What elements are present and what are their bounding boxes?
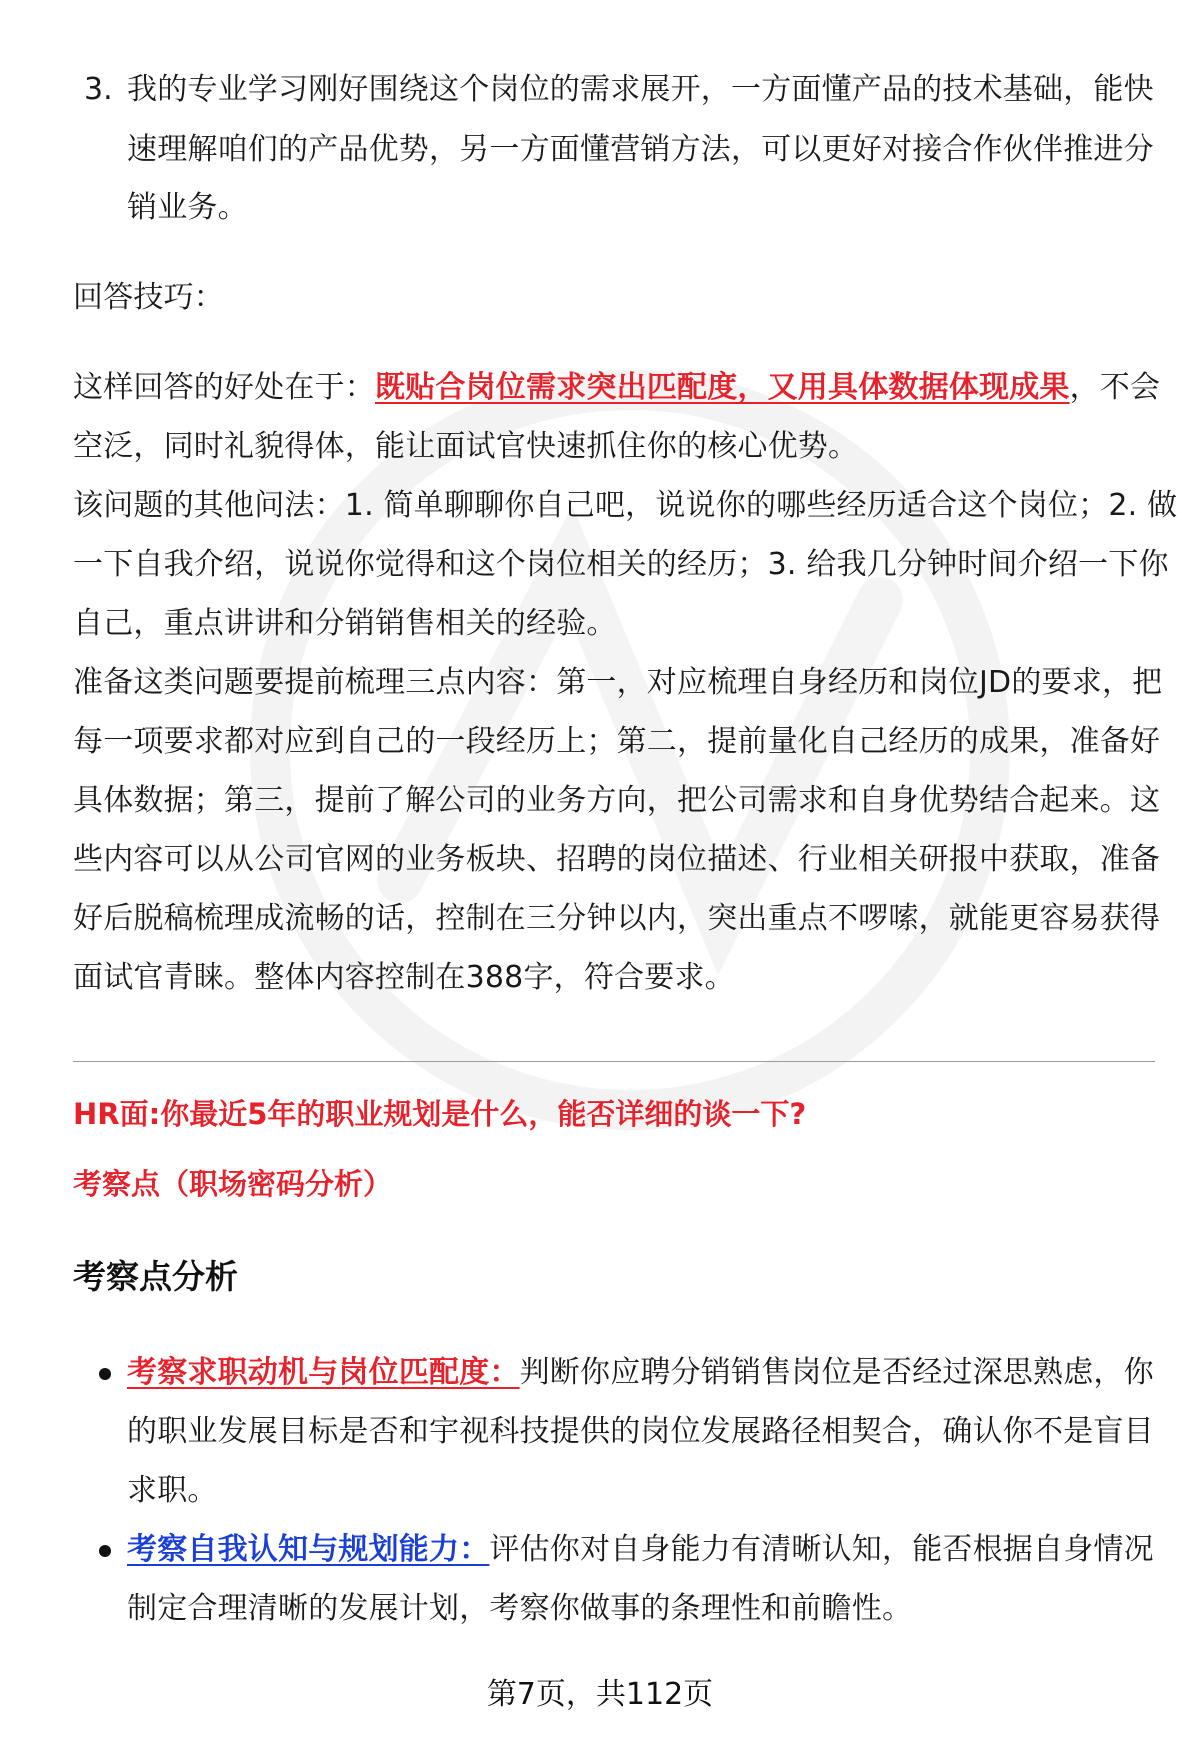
- prepare-line6: 面试官青睐。整体内容控制在388字，符合要求。: [73, 960, 735, 995]
- bullet2-line2: 制定合理清晰的发展计划，考察你做事的条理性和前瞻性。: [127, 1591, 913, 1626]
- bullet2-line1: [127, 1530, 1154, 1570]
- section-divider: [73, 1061, 1155, 1062]
- prepare-line5: 好后脱稿梳理成流畅的话，控制在三分钟以内，突出重点不啰嗦，就能更容易获得: [73, 901, 1161, 936]
- prepare-line3: 具体数据；第三，提前了解公司的业务方向，把公司需求和自身优势结合起来。这: [73, 783, 1161, 818]
- other-asks-line2: 一下自我介绍，说说你觉得和这个岗位相关的经历；3. 给我几分钟时间介绍一下你: [73, 547, 1169, 582]
- bullet1-highlight: 考察求职动机与岗位匹配度：: [127, 1355, 520, 1390]
- page-footer: 第7页，共112页: [486, 1677, 714, 1712]
- bullet-dot: [99, 1368, 111, 1380]
- bullet-dot: [99, 1545, 111, 1557]
- other-asks-line3: 自己，重点讲讲和分销销售相关的经验。: [73, 606, 617, 641]
- item3-line3: 销业务。: [127, 190, 248, 225]
- inspect-point-heading: 考察点（职场密码分析）: [73, 1167, 393, 1201]
- benefit-line1: [73, 368, 1160, 408]
- item3-line2: 速理解咱们的产品优势，另一方面懂营销方法，可以更好对接合作伙伴推进分: [127, 132, 1154, 167]
- bullet2-text: 评估你对自身能力有清晰认知，能否根据自身情况: [489, 1532, 1154, 1567]
- benefit-prefix: 这样回答的好处在于：: [73, 370, 375, 405]
- section-title: 考察点分析: [73, 1257, 238, 1296]
- tips-label: 回答技巧：: [73, 280, 224, 315]
- bullet1-line2: 的职业发展目标是否和宇视科技提供的岗位发展路径相契合，确认你不是盲目: [127, 1414, 1154, 1449]
- other-asks-line1: 该问题的其他问法：1. 简单聊聊你自己吧，说说你的哪些经历适合这个岗位；2. 做: [73, 488, 1178, 523]
- bullet1-text: 判断你应聘分销销售岗位是否经过深思熟虑，你: [519, 1355, 1154, 1390]
- prepare-line2: 每一项要求都对应到自己的一段经历上；第二，提前量化自己经历的成果，准备好: [73, 724, 1161, 759]
- bullet1-line1: [127, 1353, 1154, 1393]
- hr-question-heading: HR面:你最近5年的职业规划是什么，能否详细的谈一下?: [73, 1097, 807, 1131]
- benefit-suffix: ，不会: [1069, 370, 1161, 405]
- prepare-line4: 些内容可以从公司官网的业务板块、招聘的岗位描述、行业相关研报中获取，准备: [73, 842, 1161, 877]
- prepare-line1: 准备这类问题要提前梳理三点内容：第一，对应梳理自身经历和岗位JD的要求，把: [73, 665, 1163, 700]
- bullet2-highlight: 考察自我认知与规划能力：: [127, 1532, 490, 1567]
- item3-line1: 我的专业学习刚好围绕这个岗位的需求展开，一方面懂产品的技术基础，能快: [127, 72, 1154, 107]
- list-number: 3.: [84, 72, 113, 107]
- benefit-highlight: 既贴合岗位需求突出匹配度，又用具体数据体现成果: [375, 370, 1070, 405]
- benefit-line2: 空泛，同时礼貌得体，能让面试官快速抓住你的核心优势。: [73, 429, 859, 464]
- bullet1-line3: 求职。: [127, 1473, 218, 1508]
